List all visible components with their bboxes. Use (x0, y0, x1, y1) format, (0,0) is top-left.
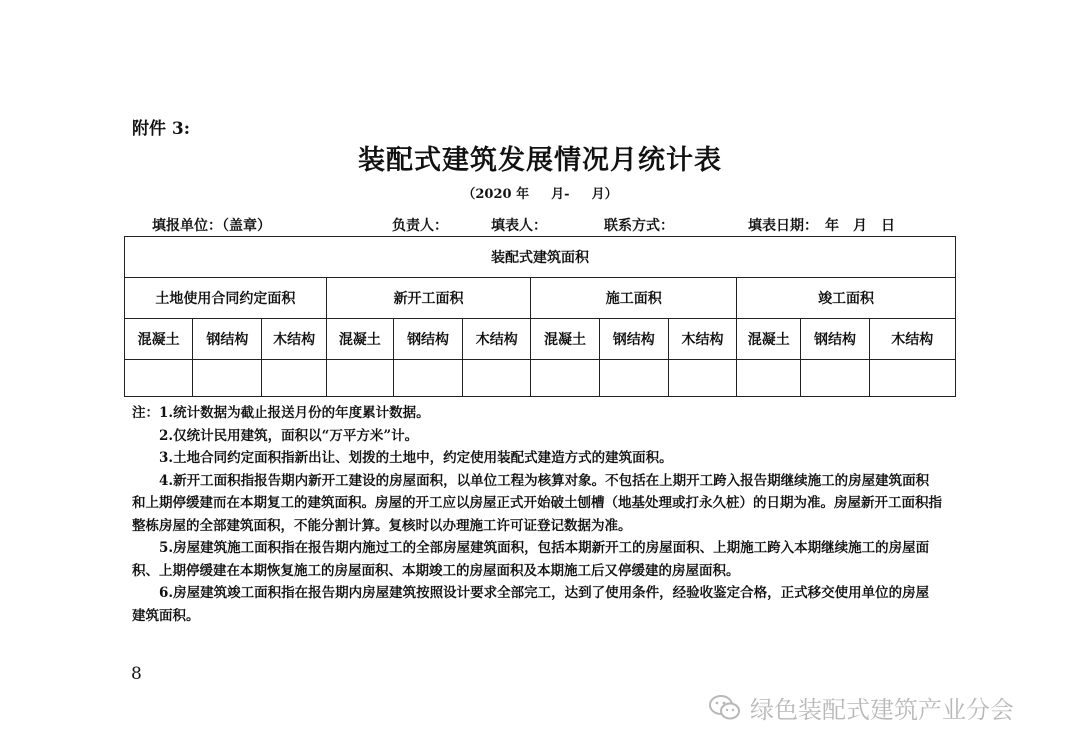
group-header: 施工面积 (531, 278, 737, 319)
sub-header: 木结构 (668, 319, 736, 360)
data-cell[interactable] (262, 360, 326, 397)
fill-unit: 填报单位：（盖章） (152, 218, 271, 234)
attachment-label: 附件 3: (132, 119, 191, 139)
notes (132, 402, 942, 627)
sub-header: 木结构 (869, 319, 955, 360)
wechat-icon (708, 694, 742, 722)
data-cell[interactable] (531, 360, 599, 397)
fill-contact: 联系方式： (604, 218, 674, 234)
sub-header: 混凝土 (125, 319, 193, 360)
note-item: 5.房屋建筑施工面积指在报告期内施过工的全部房屋建筑面积，包括本期新开工的房屋面积、上期施工跨入本期继续施工的房屋面积、上期停缓建在本期恢复施工的房屋面积、本期竣工的房屋面积及本期施工后又停缓建的房屋面积。 (132, 540, 930, 579)
sub-header: 木结构 (262, 319, 326, 360)
sub-header: 钢结构 (599, 319, 668, 360)
group-header: 竣工面积 (737, 278, 956, 319)
note-item: 4.新开工面积指报告期内新开工建设的房屋面积，以单位工程为核算对象。不包括在上期开工跨入报告期继续施工的房屋建筑面积和上期停缓建而在本期复工的建筑面积。房屋的开工应以房屋正式开始破土刨槽（地基处理或打永久桩）的日期为准。房屋新开工面积指整栋房屋的全部建筑面积，不能分割计算。复核时以办理施工许可证登记数据为准。 (132, 472, 942, 534)
sub-header: 钢结构 (193, 319, 262, 360)
group-header: 土地使用合同约定面积 (125, 278, 327, 319)
sub-header: 钢结构 (801, 319, 869, 360)
data-cell[interactable] (393, 360, 462, 397)
data-cell[interactable] (193, 360, 262, 397)
note-item: 6.房屋建筑竣工面积指在报告期内房屋建筑按照设计要求全部完工，达到了使用条件，经验收鉴定合格，正式移交使用单位的房屋建筑面积。 (132, 585, 930, 624)
fill-filler: 填表人： (491, 218, 547, 234)
sub-header: 混凝土 (531, 319, 599, 360)
data-cell[interactable] (737, 360, 801, 397)
watermark (708, 690, 1014, 725)
data-row (125, 360, 956, 397)
data-cell[interactable] (463, 360, 531, 397)
report-period: （2020 年 月- 月） (462, 187, 618, 202)
data-cell[interactable] (801, 360, 869, 397)
sub-header: 混凝土 (326, 319, 393, 360)
note-item: 注：1.统计数据为截止报送月份的年度累计数据。 (132, 405, 430, 421)
data-cell[interactable] (326, 360, 393, 397)
page-number: 8 (131, 664, 142, 684)
sub-header: 木结构 (463, 319, 531, 360)
statistics-table (124, 236, 956, 397)
sub-header: 钢结构 (393, 319, 462, 360)
sub-header: 混凝土 (737, 319, 801, 360)
watermark-text: 绿色装配式建筑产业分会 (750, 696, 1014, 724)
note-item: 3.土地合同约定面积指新出让、划拨的土地中，约定使用装配式建造方式的建筑面积。 (159, 450, 673, 466)
document-title: 装配式建筑发展情况月统计表 (358, 145, 722, 176)
main-header: 装配式建筑面积 (125, 237, 956, 278)
fill-date: 填表日期： 年 月 日 (748, 218, 895, 234)
note-item: 2.仅统计民用建筑，面积以“万平方米”计。 (159, 427, 419, 444)
group-header: 新开工面积 (326, 278, 531, 319)
fill-responsible: 负责人： (392, 218, 448, 234)
data-cell[interactable] (599, 360, 668, 397)
data-cell[interactable] (125, 360, 193, 397)
data-cell[interactable] (869, 360, 955, 397)
data-cell[interactable] (668, 360, 736, 397)
